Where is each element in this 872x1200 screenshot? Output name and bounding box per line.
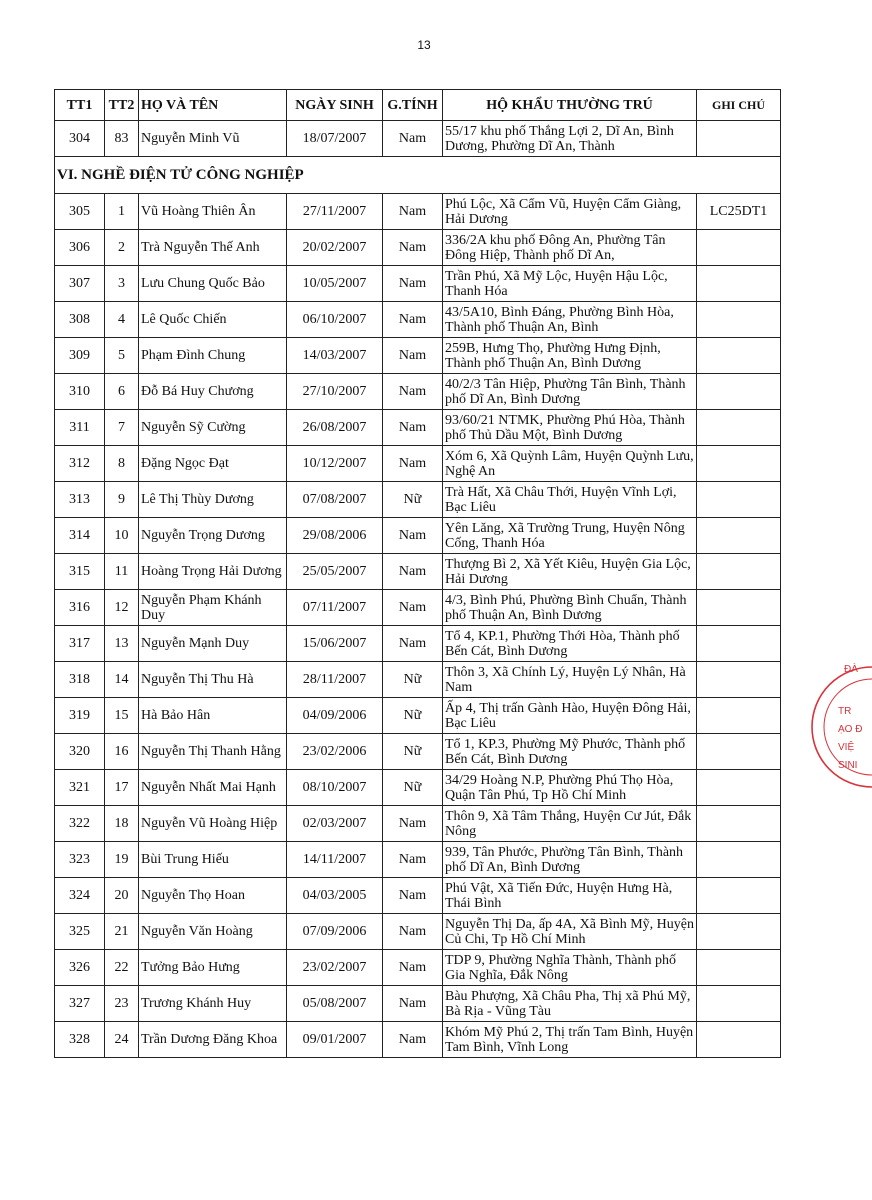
cell-tt1: 328 [55,1022,105,1058]
cell-dob: 06/10/2007 [287,302,383,338]
cell-tt2: 14 [105,662,139,698]
table-row [55,121,781,157]
cell-address: Xóm 6, Xã Quỳnh Lâm, Huyện Quỳnh Lưu, Nghệ An [443,446,697,482]
stamp-text: TR [838,706,852,717]
cell-dob: 10/12/2007 [287,446,383,482]
cell-address: Phú Vật, Xã Tiến Đức, Huyện Hưng Hà, Thái Bình [443,878,697,914]
cell-tt2: 1 [105,194,139,230]
cell-gender: Nam [383,410,443,446]
cell-tt1: 307 [55,266,105,302]
cell-tt2: 11 [105,554,139,590]
cell-dob: 05/08/2007 [287,986,383,1022]
cell-name: Đỗ Bá Huy Chương [139,374,287,410]
cell-name: Nguyễn Nhất Mai Hạnh [139,770,287,806]
cell-name: Nguyễn Minh Vũ [139,121,287,157]
cell-gender: Nam [383,374,443,410]
cell-tt2: 23 [105,986,139,1022]
cell-tt2: 21 [105,914,139,950]
cell-tt1: 312 [55,446,105,482]
cell-note [697,590,781,626]
stamp-text: ĐÀ [844,664,858,675]
cell-tt1: 315 [55,554,105,590]
cell-note [697,230,781,266]
cell-gender: Nam [383,626,443,662]
cell-name: Nguyễn Thọ Hoan [139,878,287,914]
cell-tt1: 323 [55,842,105,878]
cell-tt1: 319 [55,698,105,734]
table-row [55,590,781,626]
cell-name: Nguyễn Văn Hoàng [139,914,287,950]
cell-tt1: 324 [55,878,105,914]
cell-dob: 27/11/2007 [287,194,383,230]
cell-gender: Nam [383,950,443,986]
cell-dob: 07/08/2007 [287,482,383,518]
cell-address: Khóm Mỹ Phú 2, Thị trấn Tam Bình, Huyện Tam Bình, Vĩnh Long [443,1022,697,1058]
cell-gender: Nam [383,914,443,950]
cell-dob: 07/09/2006 [287,914,383,950]
cell-address: Phú Lộc, Xã Cẩm Vũ, Huyện Cẩm Giàng, Hải Dương [443,194,697,230]
cell-tt2: 2 [105,230,139,266]
table-row [55,518,781,554]
table-row [55,914,781,950]
cell-note [697,121,781,157]
cell-gender: Nữ [383,482,443,518]
cell-tt2: 9 [105,482,139,518]
cell-note [697,410,781,446]
cell-note [697,482,781,518]
cell-tt2: 18 [105,806,139,842]
cell-dob: 27/10/2007 [287,374,383,410]
cell-gender: Nam [383,842,443,878]
cell-address: Yên Lăng, Xã Trường Trung, Huyện Nông Cống, Thanh Hóa [443,518,697,554]
table-row [55,986,781,1022]
cell-gender: Nam [383,338,443,374]
cell-address: Nguyễn Thị Da, ấp 4A, Xã Bình Mỹ, Huyện Củ Chi, Tp Hồ Chí Minh [443,914,697,950]
cell-dob: 04/03/2005 [287,878,383,914]
cell-address: 939, Tân Phước, Phường Tân Bình, Thành phố Dĩ An, Bình Dương [443,842,697,878]
cell-tt2: 83 [105,121,139,157]
cell-tt2: 16 [105,734,139,770]
cell-note [697,338,781,374]
cell-address: Thôn 3, Xã Chính Lý, Huyện Lý Nhân, Hà Nam [443,662,697,698]
cell-name: Nguyễn Thị Thu Hà [139,662,287,698]
cell-gender: Nam [383,266,443,302]
cell-tt1: 326 [55,950,105,986]
cell-note [697,698,781,734]
header-tt2: TT2 [105,90,139,121]
header-tt1: TT1 [55,90,105,121]
cell-name: Nguyễn Sỹ Cường [139,410,287,446]
header-row [55,90,781,121]
cell-address: Tổ 1, KP.3, Phường Mỹ Phước, Thành phố Bến Cát, Bình Dương [443,734,697,770]
cell-address: Thôn 9, Xã Tâm Thắng, Huyện Cư Jút, Đắk Nông [443,806,697,842]
cell-name: Trà Nguyễn Thế Anh [139,230,287,266]
table-row [55,842,781,878]
cell-dob: 18/07/2007 [287,121,383,157]
cell-address: 34/29 Hoàng N.P, Phường Phú Thọ Hòa, Quận Tân Phú, Tp Hồ Chí Minh [443,770,697,806]
cell-tt2: 4 [105,302,139,338]
cell-tt2: 20 [105,878,139,914]
table-row [55,302,781,338]
cell-gender: Nam [383,590,443,626]
cell-note [697,986,781,1022]
cell-name: Lê Quốc Chiến [139,302,287,338]
table-row [55,482,781,518]
stamp-text: VIỆ [838,742,855,753]
cell-address: 93/60/21 NTMK, Phường Phú Hòa, Thành phố Thủ Dầu Một, Bình Dương [443,410,697,446]
cell-gender: Nam [383,806,443,842]
cell-tt2: 22 [105,950,139,986]
cell-address: 55/17 khu phố Thắng Lợi 2, Dĩ An, Bình Dương, Phường Dĩ An, Thành [443,121,697,157]
header-dob: NGÀY SINH [287,90,383,121]
table-row [55,662,781,698]
cell-gender: Nam [383,230,443,266]
cell-dob: 20/02/2007 [287,230,383,266]
table-row [55,806,781,842]
cell-dob: 08/10/2007 [287,770,383,806]
cell-dob: 09/01/2007 [287,1022,383,1058]
cell-name: Trần Dương Đăng Khoa [139,1022,287,1058]
table-row [55,626,781,662]
page-number: 13 [417,38,431,52]
cell-gender: Nam [383,302,443,338]
cell-tt1: 316 [55,590,105,626]
student-roster-table [54,89,781,1058]
cell-tt1: 317 [55,626,105,662]
cell-note [697,554,781,590]
cell-note [697,302,781,338]
cell-tt1: 304 [55,121,105,157]
header-address: HỘ KHẨU THƯỜNG TRÚ [443,90,697,121]
cell-dob: 10/05/2007 [287,266,383,302]
cell-dob: 28/11/2007 [287,662,383,698]
cell-name: Vũ Hoàng Thiên Ân [139,194,287,230]
cell-note [697,1022,781,1058]
cell-name: Nguyễn Vũ Hoàng Hiệp [139,806,287,842]
cell-tt1: 320 [55,734,105,770]
cell-name: Đặng Ngọc Đạt [139,446,287,482]
cell-gender: Nam [383,194,443,230]
cell-dob: 04/09/2006 [287,698,383,734]
cell-tt1: 325 [55,914,105,950]
cell-tt2: 13 [105,626,139,662]
cell-dob: 15/06/2007 [287,626,383,662]
cell-note [697,914,781,950]
cell-dob: 29/08/2006 [287,518,383,554]
header-name: HỌ VÀ TÊN [139,90,287,121]
cell-name: Tưởng Bảo Hưng [139,950,287,986]
cell-note [697,626,781,662]
cell-gender: Nam [383,554,443,590]
cell-note [697,878,781,914]
cell-gender: Nam [383,878,443,914]
table-row [55,446,781,482]
cell-tt2: 24 [105,1022,139,1058]
stamp-text: ẠO Đ [838,724,863,735]
cell-dob: 25/05/2007 [287,554,383,590]
cell-gender: Nam [383,121,443,157]
table-row [55,230,781,266]
cell-dob: 14/03/2007 [287,338,383,374]
cell-name: Nguyễn Thị Thanh Hằng [139,734,287,770]
cell-address: Trà Hất, Xã Châu Thới, Huyện Vĩnh Lợi, Bạc Liêu [443,482,697,518]
cell-tt2: 12 [105,590,139,626]
cell-address: Trần Phú, Xã Mỹ Lộc, Huyện Hậu Lộc, Thanh Hóa [443,266,697,302]
cell-name: Hà Bảo Hân [139,698,287,734]
cell-note [697,842,781,878]
cell-gender: Nữ [383,734,443,770]
table-row [55,374,781,410]
cell-tt2: 8 [105,446,139,482]
cell-tt2: 3 [105,266,139,302]
cell-address: 40/2/3 Tân Hiệp, Phường Tân Bình, Thành phố Dĩ An, Bình Dương [443,374,697,410]
cell-note [697,950,781,986]
cell-note [697,518,781,554]
stamp-text: SINI [838,760,858,771]
cell-dob: 07/11/2007 [287,590,383,626]
cell-address: 336/2A khu phố Đông An, Phường Tân Đông Hiệp, Thành phố Dĩ An, [443,230,697,266]
cell-tt1: 309 [55,338,105,374]
section-row [55,157,781,194]
cell-tt2: 5 [105,338,139,374]
cell-address: 43/5A10, Bình Đáng, Phường Bình Hòa, Thành phố Thuận An, Bình [443,302,697,338]
cell-note [697,734,781,770]
official-stamp [808,652,872,802]
cell-name: Lưu Chung Quốc Bảo [139,266,287,302]
cell-gender: Nam [383,518,443,554]
cell-gender: Nữ [383,770,443,806]
table-row [55,194,781,230]
table-row [55,698,781,734]
cell-tt1: 313 [55,482,105,518]
cell-note [697,374,781,410]
cell-address: 4/3, Bình Phú, Phường Bình Chuẩn, Thành phố Thuận An, Bình Dương [443,590,697,626]
cell-tt2: 19 [105,842,139,878]
cell-tt2: 7 [105,410,139,446]
cell-name: Hoàng Trọng Hải Dương [139,554,287,590]
cell-name: Nguyễn Trọng Dương [139,518,287,554]
cell-tt2: 6 [105,374,139,410]
table-row [55,770,781,806]
cell-tt2: 10 [105,518,139,554]
cell-gender: Nam [383,1022,443,1058]
section-title: VI. NGHỀ ĐIỆN TỬ CÔNG NGHIỆP [55,157,781,194]
cell-note [697,806,781,842]
cell-gender: Nữ [383,698,443,734]
table-row [55,950,781,986]
cell-note [697,662,781,698]
table-row [55,266,781,302]
cell-name: Trương Khánh Huy [139,986,287,1022]
cell-dob: 23/02/2007 [287,950,383,986]
cell-address: Ấp 4, Thị trấn Gành Hào, Huyện Đông Hải, Bạc Liêu [443,698,697,734]
cell-tt1: 318 [55,662,105,698]
cell-note [697,770,781,806]
table-row [55,410,781,446]
cell-tt1: 310 [55,374,105,410]
cell-name: Lê Thị Thùy Dương [139,482,287,518]
cell-tt1: 306 [55,230,105,266]
cell-name: Phạm Đình Chung [139,338,287,374]
cell-tt2: 15 [105,698,139,734]
table-row [55,734,781,770]
cell-dob: 14/11/2007 [287,842,383,878]
cell-address: TDP 9, Phường Nghĩa Thành, Thành phố Gia Nghĩa, Đắk Nông [443,950,697,986]
table-row [55,554,781,590]
cell-note [697,446,781,482]
cell-tt1: 327 [55,986,105,1022]
cell-dob: 23/02/2006 [287,734,383,770]
cell-address: Thượng Bì 2, Xã Yết Kiêu, Huyện Gia Lộc, Hải Dương [443,554,697,590]
cell-name: Bùi Trung Hiếu [139,842,287,878]
cell-name: Nguyễn Mạnh Duy [139,626,287,662]
cell-tt1: 305 [55,194,105,230]
cell-address: 259B, Hưng Thọ, Phường Hưng Định, Thành phố Thuận An, Bình Dương [443,338,697,374]
cell-gender: Nam [383,446,443,482]
cell-note [697,266,781,302]
cell-note: LC25DT1 [697,194,781,230]
table-row [55,338,781,374]
cell-gender: Nữ [383,662,443,698]
cell-address: Tổ 4, KP.1, Phường Thới Hòa, Thành phố Bến Cát, Bình Dương [443,626,697,662]
cell-name: Nguyễn Phạm Khánh Duy [139,590,287,626]
cell-tt1: 314 [55,518,105,554]
cell-dob: 02/03/2007 [287,806,383,842]
cell-tt1: 311 [55,410,105,446]
cell-tt1: 308 [55,302,105,338]
cell-tt1: 322 [55,806,105,842]
header-note: GHI CHÚ [697,90,781,121]
header-gender: G.TÍNH [383,90,443,121]
cell-dob: 26/08/2007 [287,410,383,446]
cell-tt2: 17 [105,770,139,806]
cell-address: Bàu Phượng, Xã Châu Pha, Thị xã Phú Mỹ, Bà Rịa - Vũng Tàu [443,986,697,1022]
table-row [55,878,781,914]
table-row [55,1022,781,1058]
cell-gender: Nam [383,986,443,1022]
cell-tt1: 321 [55,770,105,806]
